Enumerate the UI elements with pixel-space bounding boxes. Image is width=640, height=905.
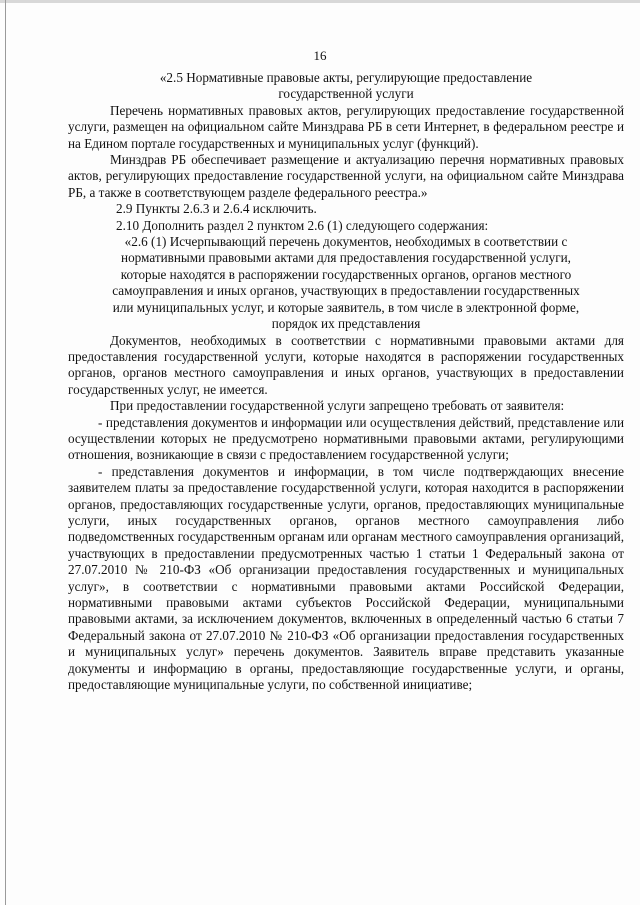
paragraph-list-published: Перечень нормативных правовых актов, регулирующих предоставление государственной услуги, размещен на официальном сайте Минздрава РБ в сети Интернет, в федеральном реестре и на Едином портале государственных и муниципальных услуг (функций). <box>68 102 624 151</box>
paragraph-minzdrav: Минздрав РБ обеспечивает размещение и актуализацию перечня нормативных правовых актов, регулирующих предоставление государственной услуги, на официальном сайте Минздрава РБ, а также в соответствующем разделе федерального реестра.» <box>68 152 624 200</box>
subsection-title-line1: «2.6 (1) Исчерпывающий перечень документов, необходимых в соответствии с <box>124 234 568 250</box>
paragraph-no-documents: Документов, необходимых в соответствии с нормативными правовыми актами для предоставления государственной услуги, которые находятся в распоряжении государственных органов, органов местного самоуправления и иных органов, участвующих в предоставлении государственных услуг, не имеется. <box>68 332 624 397</box>
document-body <box>68 70 624 693</box>
item-2-10: 2.10 Дополнить раздел 2 пунктом 2.6 (1) следующего содержания: <box>116 217 489 233</box>
subsection-title-line4: самоуправления и иных органов, участвующих в предоставлении государственных <box>112 283 580 299</box>
subsection-title-line6: порядок их представления <box>271 316 421 332</box>
bullet-item-2: - представления документов и информации, в том числе подтверждающих внесение заявителем платы за предоставление государственной услуги, которая находится в распоряжении органов, предоставляющих государственные услуги, органов, предоставляющих муниципальные услуги, иных государственных органов, органов местного самоуправления либо подведомственных государственным органам или органам местного самоуправления организаций, участвующих в предоставлении предусмотренных частью 1 статьи 1 Федеральный закона от 27.07.2010 № 210-ФЗ «Об организации предоставления государственных и муниципальных услуг», в соответствии с нормативными правовыми актами Российской Федерации, нормативными правовыми актами субъектов Российской Федерации, муниципальными правовыми актами, за исключением документов, включенных в определенный частью 6 статьи 7 Федеральный закона от 27.07.2010 № 210-ФЗ «Об организации предоставления государственных и муниципальных услуг» перечень документов. Заявитель вправе представить указанные документы и информацию в органы, предоставляющие государственные услуги, и органы, предоставляющие муниципальные услуги, по собственной инициативе; <box>68 463 624 693</box>
scan-edge-left <box>5 0 6 905</box>
scan-edge-top <box>0 0 640 3</box>
section-title-line1: «2.5 Нормативные правовые акты, регулирующие предоставление <box>159 70 533 85</box>
bullet-item-1: - представления документов и информации или осуществления действий, представление или осуществлении которых не предусмотрено нормативными правовыми актами, регулирующими отношения, возникающие в связи с предоставлением государственной услуги; <box>68 414 624 463</box>
item-2-9: 2.9 Пункты 2.6.3 и 2.6.4 исключить. <box>116 201 317 217</box>
section-title-line2: государственной услуги <box>278 86 414 102</box>
paragraph-prohibited: При предоставлении государственной услуги запрещено требовать от заявителя: <box>110 398 565 414</box>
subsection-title-line5: или муниципальных услуг, и которые заявитель, в том числе в электронной форме, <box>112 299 580 315</box>
page-number: 16 <box>313 48 327 63</box>
subsection-title-line3: которые находятся в распоряжении государственных органов, органов местного <box>120 266 572 282</box>
subsection-title-line2: нормативными правовыми актами для предоставления государственной услуги, <box>121 250 571 266</box>
